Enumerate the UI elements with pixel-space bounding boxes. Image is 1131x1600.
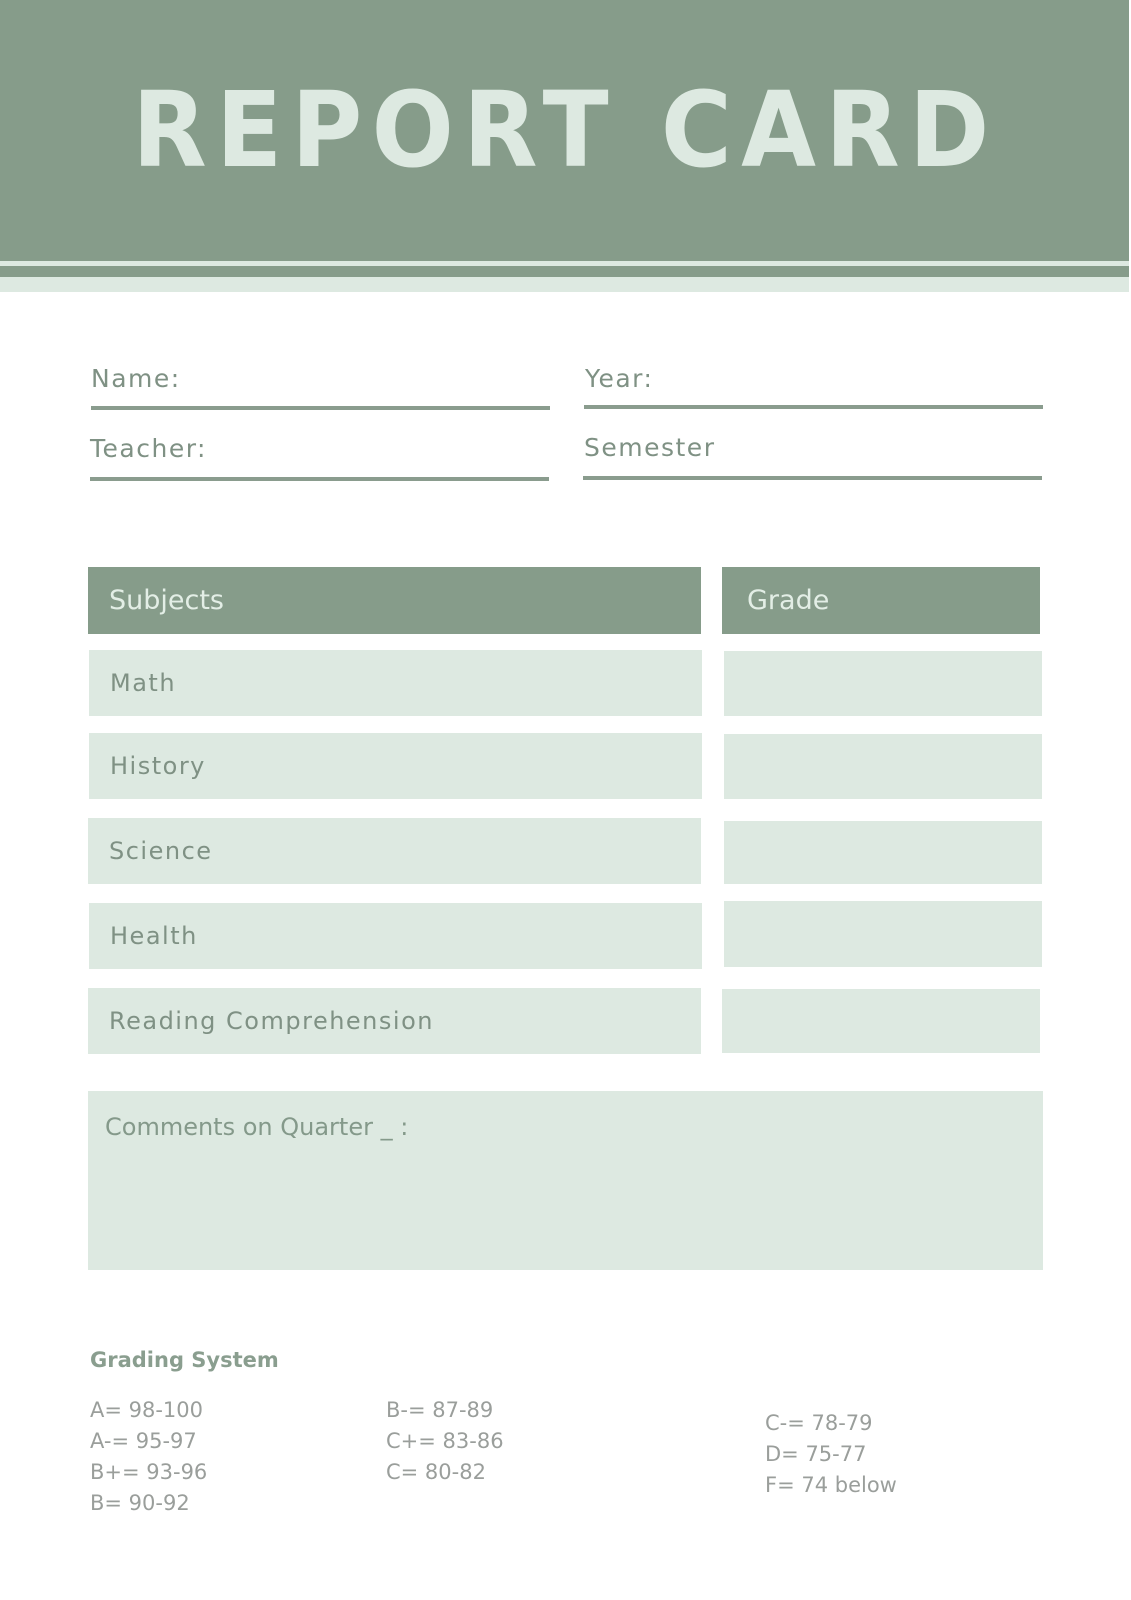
grade-scale-item: C= 80-82 — [386, 1460, 486, 1484]
subject-row-science — [88, 818, 701, 884]
subject-row-history — [89, 733, 702, 799]
subject-row-math — [89, 650, 702, 716]
semester-label: Semester — [584, 433, 716, 462]
grade-scale-item: B+= 93-96 — [90, 1460, 208, 1484]
subject-label: Reading Comprehension — [109, 1007, 434, 1035]
teacher-field[interactable] — [90, 477, 549, 481]
name-field[interactable] — [91, 406, 550, 410]
grade-scale-item: A-= 95-97 — [90, 1429, 197, 1453]
grade-cell-history[interactable] — [724, 734, 1042, 799]
grade-scale-item: F= 74 below — [765, 1473, 897, 1497]
subject-label: Math — [110, 669, 177, 697]
year-label: Year: — [585, 364, 654, 393]
comments-box[interactable] — [88, 1091, 1043, 1270]
grading-column-2 — [386, 1395, 504, 1488]
grade-scale-item: A= 98-100 — [90, 1398, 204, 1422]
subjects-header-label: Subjects — [109, 585, 225, 616]
grade-header — [722, 567, 1040, 634]
grading-column-3 — [765, 1408, 897, 1501]
teacher-label: Teacher: — [90, 434, 207, 463]
grade-scale-item: D= 75-77 — [765, 1442, 867, 1466]
header-stripe-light-bottom — [0, 277, 1129, 292]
page-title: REPORT CARD — [132, 69, 999, 191]
semester-field[interactable] — [583, 476, 1042, 480]
name-label: Name: — [91, 364, 181, 393]
comments-label: Comments on Quarter _ : — [105, 1113, 409, 1141]
grade-scale-item: B= 90-92 — [90, 1491, 190, 1515]
subject-label: History — [110, 752, 206, 780]
grade-cell-science[interactable] — [724, 821, 1042, 884]
grading-column-1 — [90, 1395, 207, 1519]
subject-label: Health — [110, 922, 198, 950]
subject-row-reading-comprehension — [88, 988, 701, 1054]
grading-system-title: Grading System — [90, 1348, 279, 1372]
grade-cell-math[interactable] — [724, 651, 1042, 716]
year-field[interactable] — [584, 405, 1043, 409]
header-stripe-dark — [0, 266, 1129, 277]
grade-scale-item: C+= 83-86 — [386, 1429, 504, 1453]
grade-scale-item: B-= 87-89 — [386, 1398, 494, 1422]
subject-label: Science — [109, 837, 213, 865]
subjects-header — [88, 567, 701, 634]
grade-cell-reading-comprehension[interactable] — [722, 989, 1040, 1053]
grade-scale-item: C-= 78-79 — [765, 1411, 873, 1435]
subject-row-health — [89, 903, 702, 969]
grade-cell-health[interactable] — [724, 901, 1042, 967]
grade-header-label: Grade — [747, 585, 830, 616]
